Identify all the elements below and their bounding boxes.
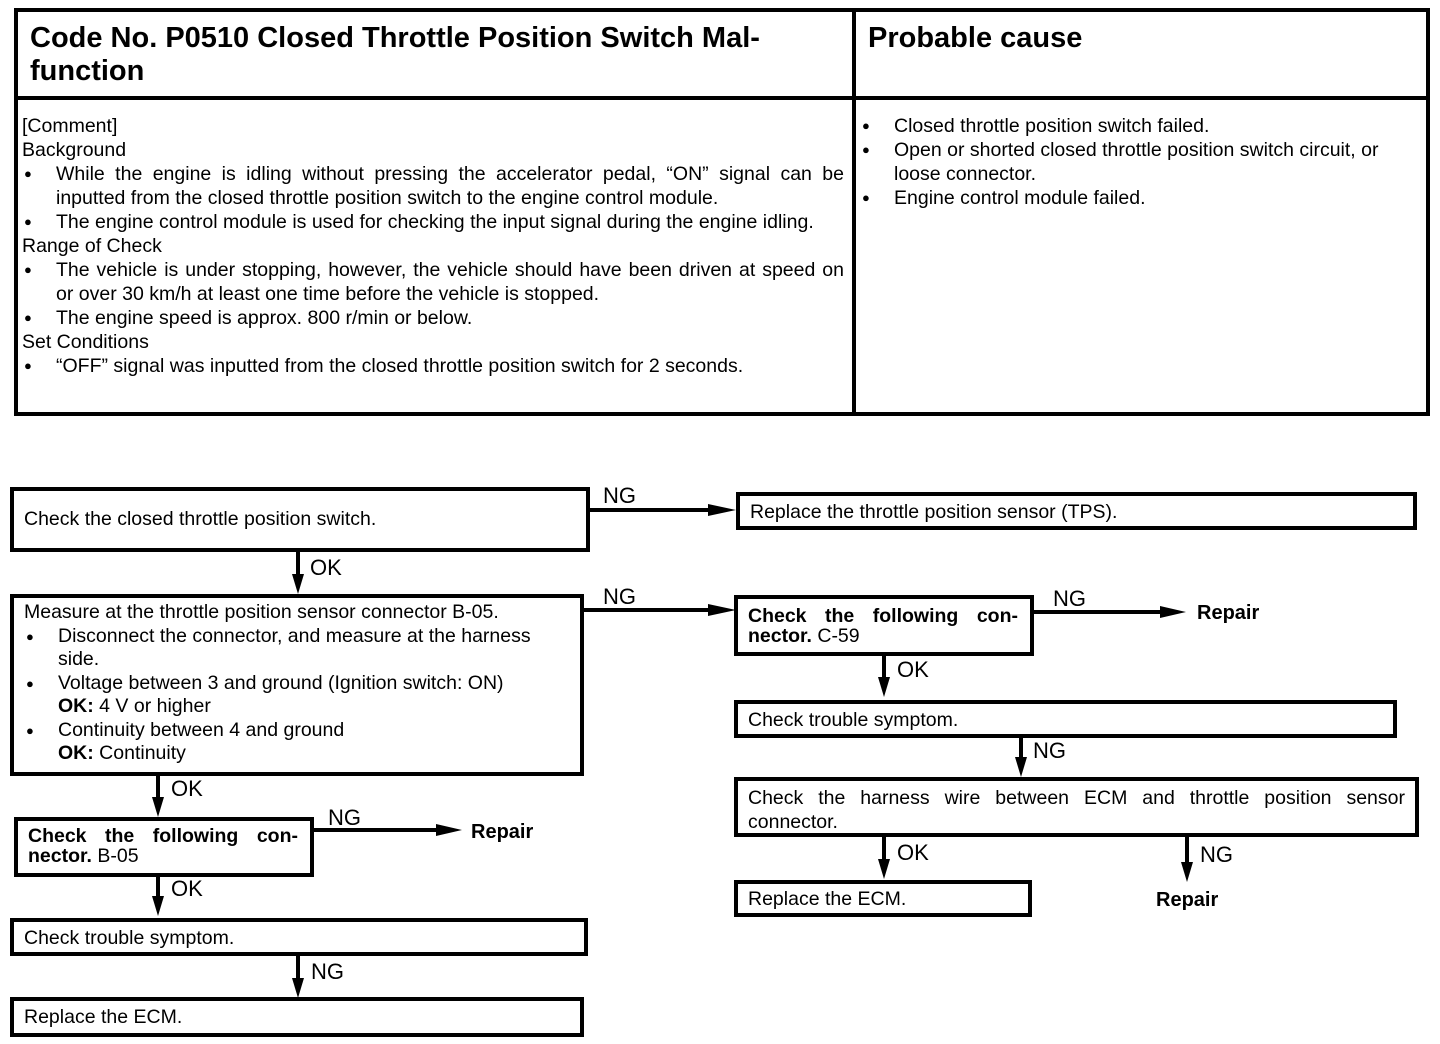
ok-criterion xyxy=(24,695,570,719)
repair-label: Repair xyxy=(1197,602,1260,624)
measure-bullet: ● Continuity between 4 and ground xyxy=(24,719,570,743)
arrow-ok-head xyxy=(292,574,304,594)
repair-label: Repair xyxy=(471,821,534,843)
comment-label: [Comment] xyxy=(22,115,118,137)
ng-label: NG xyxy=(328,805,361,830)
ok-criterion-value: Continuity xyxy=(99,742,186,764)
replace-ecm-box-left: Replace the ECM. xyxy=(10,997,584,1037)
ok-criterion-label: OK: xyxy=(58,742,94,764)
measure-bullet: ● Disconnect the connector, and measure at the harness side. xyxy=(24,625,570,672)
arrow-ng-head xyxy=(708,504,736,516)
replace-tps-box: Replace the throttle position sensor (TPS). xyxy=(736,492,1417,530)
replace-ecm-box-right: Replace the ECM. xyxy=(734,880,1032,917)
background-bullet: ● While the engine is idling without pressing the accelerator pedal, “ON” signal can be inputted from the closed throttle position switch to the engine control module. xyxy=(22,162,844,210)
arrow-ok-head xyxy=(878,859,890,879)
ng-label: NG xyxy=(1053,586,1086,611)
check-symptom-box-right: Check trouble symptom. xyxy=(734,700,1397,738)
ok-label: OK xyxy=(897,657,929,682)
ok-criterion-value: 4 V or higher xyxy=(99,695,211,717)
measure-title: Measure at the throttle position sensor connector B-05. xyxy=(24,601,499,623)
ng-label: NG xyxy=(603,483,636,508)
ok-label: OK xyxy=(897,840,929,865)
range-bullet: ● The vehicle is under stopping, however, the vehicle should have been driven at speed on or over 30 km/h at least one time before the vehicle is stopped. xyxy=(22,258,844,306)
arrow-ok-head xyxy=(152,797,164,817)
connector-c59-line: nector. C-59 xyxy=(748,625,860,647)
range-label: Range of Check xyxy=(22,235,162,257)
repair-label: Repair xyxy=(1156,889,1219,911)
connector-id: C-59 xyxy=(817,625,860,647)
ng-label: NG xyxy=(311,959,344,984)
probable-cause-item: ● Engine control module failed. xyxy=(860,186,1418,210)
background-label: Background xyxy=(22,139,127,161)
check-symptom-box-left: Check trouble symptom. xyxy=(10,918,588,956)
arrow-ok-head xyxy=(878,677,890,697)
arrow-ng-head xyxy=(436,824,462,836)
ng-label: NG xyxy=(1033,738,1066,763)
ok-label: OK xyxy=(171,876,203,901)
arrow-ng-head xyxy=(1015,757,1027,777)
probable-cause-item: ● Closed throttle position switch failed. xyxy=(860,114,1418,138)
ok-label: OK xyxy=(310,555,342,580)
background-bullet: ● The engine control module is used for checking the input signal during the engine idling. xyxy=(22,210,844,234)
connector-b05-line: nector. B-05 xyxy=(28,845,139,867)
check-connector-label: Check the following con- xyxy=(748,605,1018,627)
arrow-ng-head xyxy=(292,978,304,998)
arrow-ng-head xyxy=(1160,606,1186,618)
connector-id: B-05 xyxy=(97,845,139,867)
arrow-ng-head xyxy=(1181,862,1193,882)
ok-criterion-label: OK: xyxy=(58,695,94,717)
code-heading: Code No. P0510 Closed Throttle Position Switch Mal-function xyxy=(30,22,760,87)
ng-label: NG xyxy=(1200,842,1233,867)
probable-cause-item: ● Open or shorted closed throttle position switch circuit, or loose connector. xyxy=(860,138,1418,186)
check-connector-label: Check the following con- xyxy=(28,825,298,847)
arrow-ng-head xyxy=(708,604,736,616)
probable-cause-heading: Probable cause xyxy=(868,22,1083,54)
ng-label: NG xyxy=(603,584,636,609)
set-condition-bullet: ● “OFF” signal was inputted from the closed throttle position switch for 2 seconds. xyxy=(22,354,844,378)
ok-label: OK xyxy=(171,776,203,801)
harness-check-box: Check the harness wire between ECM and throttle position sensor connector. xyxy=(734,777,1419,837)
set-conditions-label: Set Conditions xyxy=(22,331,149,353)
check-switch-box: Check the closed throttle position switch. xyxy=(10,487,590,552)
range-bullet: ● The engine speed is approx. 800 r/min or below. xyxy=(22,306,844,330)
measure-connector-box xyxy=(10,594,584,776)
arrow-ok-head xyxy=(152,896,164,916)
measure-bullet: ● Voltage between 3 and ground (Ignition switch: ON) xyxy=(24,672,570,696)
ok-criterion xyxy=(24,742,570,766)
